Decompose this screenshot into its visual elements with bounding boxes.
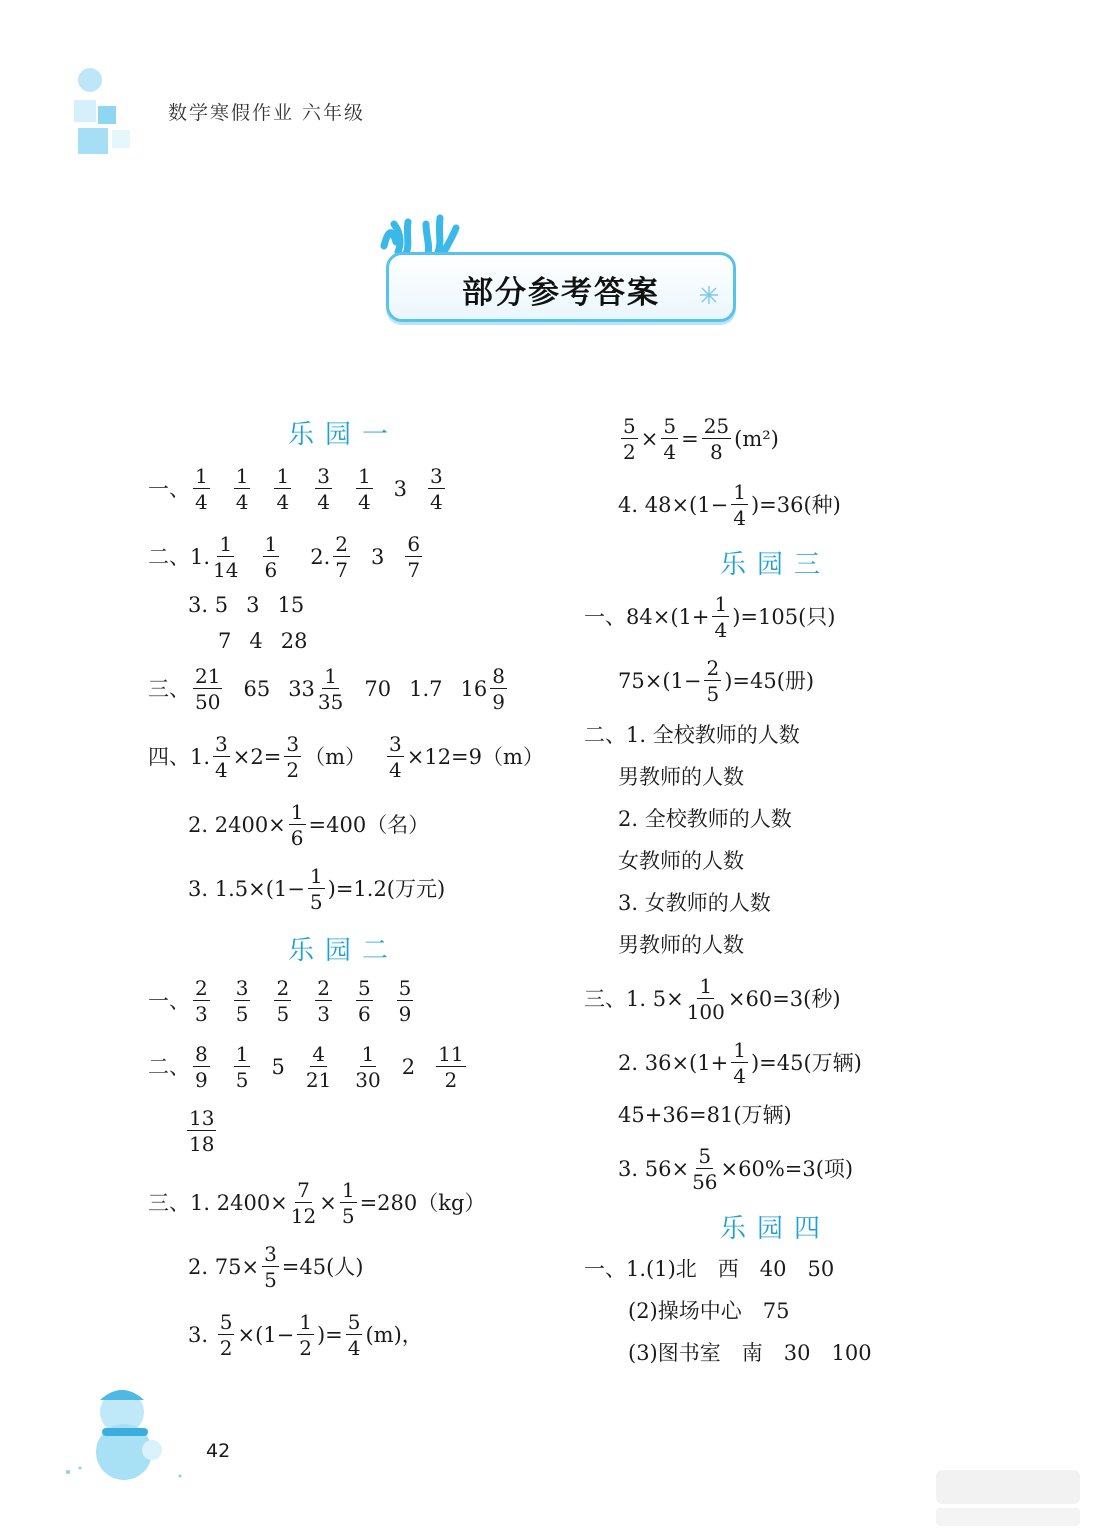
answer-line: 3. 5 3 15 xyxy=(188,593,305,617)
answer-line: 二、 $\frac{8}{9}$ $\frac{1}{5}$ 5 $\frac{4}{21}$ $\frac{1}{30}$ 2 $\frac{11}{2}$ xyxy=(148,1042,464,1092)
header-title: 数学寒假作业 六年级 xyxy=(168,102,366,124)
answer-line: 2. 36×(1+ $\frac{1}{4}$ )=45(万辆) xyxy=(618,1038,862,1088)
title-frame xyxy=(386,252,736,322)
answer-line: 2. 全校教师的人数 xyxy=(618,807,792,831)
page-title: 部分参考答案 xyxy=(462,275,660,311)
answer-line: 3. 56× $\frac{5}{56}$ ×60%=3(项) xyxy=(618,1144,854,1194)
answer-line: 一、 1. (1)北 西 40 50 xyxy=(584,1257,835,1281)
antler-decoration xyxy=(378,212,468,256)
answer-line: 一、 $\frac{1}{4}$ $\frac{1}{4}$ $\frac{1}{4}$ $\frac{3}{4}$ $\frac{1}{4}$ 3 $\frac{3}{4}$ xyxy=(148,464,443,514)
answer-line: (3)图书室 南 30 100 xyxy=(628,1341,872,1365)
answer-line: 2. 2400× $\frac{1}{6}$ =400（名） xyxy=(188,800,430,850)
page-number: 42 xyxy=(206,1440,231,1462)
answer-line: 3. $\frac{5}{2}$ ×(1− $\frac{1}{2}$ )= $\frac{5}{4}$ (m)， xyxy=(188,1310,423,1360)
answer-line: (2)操场中心 75 xyxy=(628,1299,790,1323)
answer-line: 四、 1. $\frac{3}{4}$ ×2= $\frac{3}{2}$ （m） $\frac{3}{4}$ ×12=9（m） xyxy=(148,732,544,782)
answer-line: 三、 1. 5× $\frac{1}{100}$ ×60=3(秒) xyxy=(584,974,841,1024)
answer-line: 一、 84×(1+ $\frac{1}{4}$ )=105(只) xyxy=(584,592,836,642)
answer-line: 二、 1. 全校教师的人数 xyxy=(584,723,800,747)
section-title: 乐园四 xyxy=(720,1214,832,1244)
answer-line: 三、 1. 2400× $\frac{7}{12}$ × $\frac{1}{5}$ =280（kg） xyxy=(148,1178,486,1228)
answer-line: 75×(1− $\frac{2}{5}$ )=45(册) xyxy=(618,656,815,706)
watermark-shape xyxy=(928,1466,1088,1530)
answer-line: $\frac{5}{2}$ × $\frac{5}{4}$ = $\frac{25}{8}$ (m²) xyxy=(623,414,779,464)
answer-line: 45+36=81(万辆) xyxy=(618,1103,792,1127)
answer-line: 男教师的人数 xyxy=(618,933,744,957)
answer-line: 二、 1. $\frac{1}{14}$ $\frac{1}{6}$ 2. $\frac{2}{7}$ 3 $\frac{6}{7}$ xyxy=(148,532,421,582)
corner-decoration xyxy=(70,66,150,158)
snowflake-icon xyxy=(699,285,719,305)
answer-line: 一、 $\frac{2}{3}$ $\frac{3}{5}$ $\frac{2}{5}$ $\frac{2}{3}$ $\frac{5}{6}$ $\frac{5}{9}$ xyxy=(148,976,412,1026)
section-title: 乐园三 xyxy=(720,550,832,580)
answer-line: 2. 75× $\frac{3}{5}$ =45(人) xyxy=(188,1242,364,1292)
section-title: 乐园一 xyxy=(288,420,400,450)
answer-line: 7 4 28 xyxy=(218,629,308,653)
snowman-decoration xyxy=(60,1372,190,1482)
answer-line: 男教师的人数 xyxy=(618,765,744,789)
answer-line: 女教师的人数 xyxy=(618,849,744,873)
section-title: 乐园二 xyxy=(288,936,400,966)
watermark-logo xyxy=(928,1466,1088,1530)
answer-line: $\frac{13}{18}$ xyxy=(189,1106,215,1156)
answer-line: 3. 女教师的人数 xyxy=(618,891,771,915)
answer-line: 3. 1.5×(1− $\frac{1}{5}$ )=1.2(万元) xyxy=(188,864,446,914)
answer-line: 三、 $\frac{21}{50}$ 65 33 $\frac{1}{35}$ 70 1.7 16 $\frac{8}{9}$ xyxy=(148,664,505,714)
answer-line: 4. 48×(1− $\frac{1}{4}$ )=36(种) xyxy=(618,480,841,530)
